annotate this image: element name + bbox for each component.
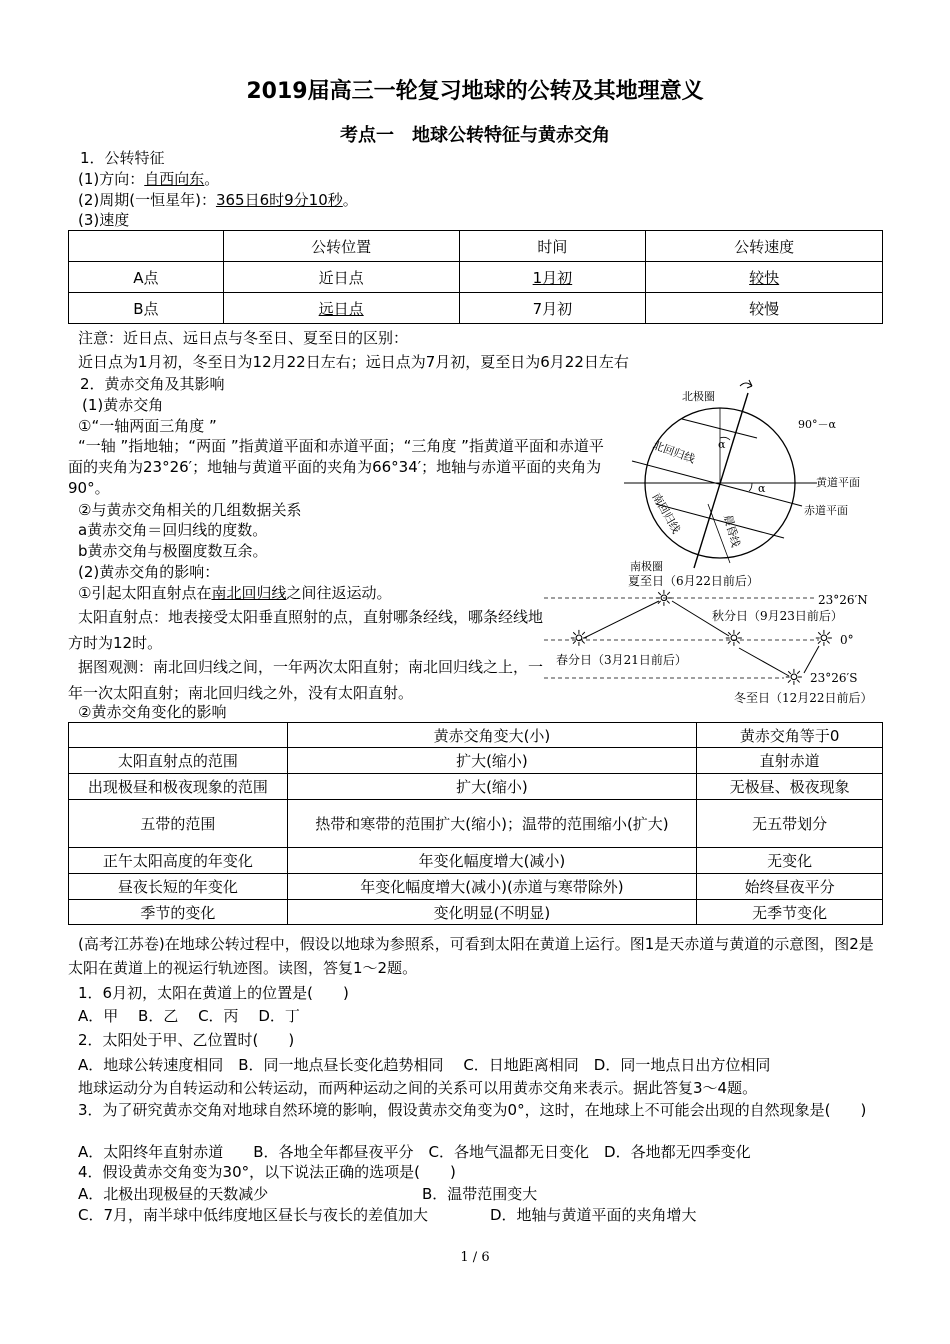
- south-circle-label: 南极圈: [630, 560, 663, 573]
- table-header-cell: [69, 231, 224, 262]
- alpha-label-1: α: [718, 438, 726, 451]
- item-4: ②黄赤交角变化的影响: [78, 703, 227, 721]
- speed-heading: (3)速度: [78, 211, 130, 229]
- question-1: 1．6月初，太阳在黄道上的位置是( ): [78, 984, 349, 1002]
- table-row: [69, 748, 883, 774]
- page-number: 1 / 6: [460, 1250, 490, 1265]
- sun-icon-equinox: ☼: [814, 627, 834, 652]
- item-2: ②与黄赤交角相关的几组数据关系: [78, 501, 302, 519]
- direction-label: (1)方向：: [78, 170, 145, 188]
- alpha-arc-2: [749, 483, 752, 491]
- table-cell: 较快: [646, 262, 883, 293]
- question-1-options: A．甲 B．乙 C．丙 D．丁: [78, 1007, 300, 1025]
- obliquity-effect-table: [68, 722, 883, 925]
- table-cell: 无五带划分: [697, 800, 883, 848]
- table-row: [69, 900, 883, 925]
- table-cell: 昼夜长短的年变化: [69, 874, 288, 900]
- speed-table: [68, 230, 883, 324]
- table-header-row: [69, 231, 883, 262]
- table-cell: 变化明显(不明显): [287, 900, 696, 925]
- table-header-cell: 公转位置: [223, 231, 459, 262]
- table-row: [69, 800, 883, 848]
- table-header-cell: 黄赤交角变大(小): [287, 723, 696, 748]
- item-3: [78, 583, 391, 603]
- table-header-cell: 公转速度: [646, 231, 883, 262]
- table-cell: 直射赤道: [697, 748, 883, 774]
- item-2a: a黄赤交角＝回归线的度数。: [78, 521, 268, 539]
- sub-heading-1: (1)黄赤交角: [82, 396, 164, 414]
- table-cell: 年变化幅度增大(减小): [287, 848, 696, 874]
- table-cell: 近日点: [223, 262, 459, 293]
- sun-icon-autumn: ☼: [724, 627, 744, 652]
- table-cell: 无季节变化: [697, 900, 883, 925]
- question-4-option-b: B．温带范围变大: [422, 1185, 538, 1203]
- table-cell: 扩大(缩小): [287, 774, 696, 800]
- table-row: [69, 874, 883, 900]
- paragraph-axis-planes: “一轴 ”指地轴；“两面 ”指黄道平面和赤道平面；“三角度 ”指黄道平面和赤道平面的夹角为23°26′；地轴与黄道平面的夹角为66°34′；地轴与赤道平面的夹角为90°。: [68, 437, 604, 497]
- table-cell: 热带和寒带的范围扩大(缩小)；温带的范围缩小(扩大): [287, 800, 696, 848]
- table-row: [69, 848, 883, 874]
- table-header-cell: 黄赤交角等于0: [697, 723, 883, 748]
- table-cell: 7月初: [459, 293, 646, 324]
- table-cell: 始终昼夜平分: [697, 874, 883, 900]
- terminator-label: 晨昏线: [721, 513, 743, 549]
- table-cell: 年变化幅度增大(减小)(赤道与寒带除外): [287, 874, 696, 900]
- direction-suffix: 。: [204, 170, 220, 188]
- table-cell: 无极昼、极夜现象: [697, 774, 883, 800]
- angle-label: 90°－α: [798, 418, 836, 431]
- sun-icon-spring: ☼: [569, 627, 589, 652]
- table-header-row: [69, 723, 883, 748]
- period-line: [78, 190, 358, 210]
- table-cell: A点: [69, 262, 224, 293]
- table-header-cell: [69, 723, 288, 748]
- paragraph-direct-point: 太阳直射点：地表接受太阳垂直照射的点，直射哪条经线，哪条经线地方时为12时。: [68, 608, 544, 652]
- question-3-options: A．太阳终年直射赤道 B．各地全年都昼夜平分 C．各地气温都无日变化 D．各地都无四季变化: [78, 1143, 751, 1161]
- table-cell: 太阳直射点的范围: [69, 748, 288, 774]
- tropic-north-line: [682, 419, 757, 438]
- path-autumn-winter: [739, 648, 789, 676]
- rotation-arrow-icon: [740, 380, 752, 388]
- obliquity-diagram: [612, 378, 912, 578]
- item-2b: b黄赤交角与极圈度数互余。: [78, 542, 268, 560]
- direction-value: 自西向东: [144, 170, 205, 188]
- question-4: 4．假设黄赤交角变为30°，以下说法正确的选项是( ): [78, 1163, 456, 1181]
- document-title: 2019届高三一轮复习地球的公转及其地理意义: [246, 79, 704, 104]
- note-line-1: 注意：近日点、远日点与冬至日、夏至日的区别：: [78, 329, 409, 347]
- sun-path-diagram: [544, 568, 914, 708]
- period-suffix: 。: [342, 191, 358, 209]
- autumn-equinox-label: 秋分日（9月23日前后）: [712, 609, 843, 623]
- item-1: ①“一轴两面三角度 ”: [78, 417, 217, 435]
- latitude-north-label: 23°26′N: [818, 593, 868, 607]
- table-cell: 远日点: [223, 293, 459, 324]
- table-cell: 扩大(缩小): [287, 748, 696, 774]
- tropic-south-label: 南回归线: [649, 491, 683, 536]
- table-cell: 较慢: [646, 293, 883, 324]
- alpha-label-2: α: [758, 482, 766, 495]
- question-2: 2．太阳处于甲、乙位置时( ): [78, 1031, 295, 1049]
- sub-heading-2: (2)黄赤交角的影响：: [78, 563, 220, 581]
- path-spring-summer: [584, 601, 659, 638]
- question-4-option-a: A．北极出现极昼的天数减少: [78, 1185, 269, 1203]
- section2-heading: 2．黄赤交角及其影响: [80, 375, 225, 393]
- winter-solstice-label: 冬至日（12月22日前后）: [734, 691, 873, 705]
- period-label: (2)周期(一恒星年)：: [78, 191, 216, 209]
- ecliptic-label: 黄道平面: [816, 476, 860, 489]
- tropic-north-label: 北回归线: [650, 438, 697, 466]
- table-cell: B点: [69, 293, 224, 324]
- table-cell: 无变化: [697, 848, 883, 874]
- table-cell: 正午太阳高度的年变化: [69, 848, 288, 874]
- table-header-cell: 时间: [459, 231, 646, 262]
- equator-label: 赤道平面: [804, 504, 848, 517]
- table-cell: 1月初: [459, 262, 646, 293]
- question-intro-1: (高考江苏卷)在地球公转过程中，假设以地球为参照系，可看到太阳在黄道上运行。图1是天赤道与黄道的示意图，图2是太阳在黄道上的视运行轨迹图。读图，答复1～2题。: [68, 935, 874, 977]
- latitude-equator-label: 0°: [840, 633, 854, 647]
- question-3: 3．为了研究黄赤交角对地球自然环境的影响，假设黄赤交角变为0°，这时，在地球上不可能会出现的自然现象是( ): [78, 1101, 867, 1119]
- sun-icon-winter: ☼: [784, 666, 804, 691]
- table-row: [69, 262, 883, 293]
- item-3-value: 南北回归线: [211, 584, 287, 602]
- item-3-suffix: 之间往返运动。: [286, 584, 392, 602]
- note-line-2: 近日点为1月初，冬至日为12月22日左右；远日点为7月初，夏至日为6月22日左右: [78, 353, 629, 371]
- period-value: 365日6时9分10秒: [215, 191, 343, 209]
- table-row: [69, 293, 883, 324]
- sun-icon-summer: ☼: [654, 587, 674, 612]
- table-cell: 五带的范围: [69, 800, 288, 848]
- question-intro-2: 地球运动分为自转运动和公转运动，而两种运动之间的关系可以用黄赤交角来表示。据此答复3～4题。: [78, 1079, 758, 1097]
- section-title: 考点一 地球公转特征与黄赤交角: [340, 125, 610, 146]
- paragraph-observation: 据图观测：南北回归线之间，一年两次太阳直射；南北回归线之上，一年一次太阳直射；南北回归线之外，没有太阳直射。: [68, 658, 544, 702]
- table-cell: 季节的变化: [69, 900, 288, 925]
- question-4-option-c: C．7月，南半球中低纬度地区昼长与夜长的差值加大: [78, 1206, 429, 1224]
- latitude-south-label: 23°26′S: [810, 671, 858, 685]
- table-cell: 出现极昼和极夜现象的范围: [69, 774, 288, 800]
- question-2-options: A．地球公转速度相同 B．同一地点昼长变化趋势相同 C．日地距离相同 D．同一地点日出方位相同: [78, 1056, 771, 1074]
- question-4-option-d: D．地轴与黄道平面的夹角增大: [490, 1206, 697, 1224]
- item-3-prefix: ①引起太阳直射点在: [78, 584, 212, 602]
- section1-heading: 1．公转特征: [80, 149, 165, 167]
- north-circle-label: 北极圈: [682, 390, 715, 403]
- direction-line: [78, 169, 219, 189]
- spring-equinox-label: 春分日（3月21日前后）: [556, 653, 687, 667]
- summer-solstice-label: 夏至日（6月22日前后）: [628, 574, 759, 588]
- table-row: [69, 774, 883, 800]
